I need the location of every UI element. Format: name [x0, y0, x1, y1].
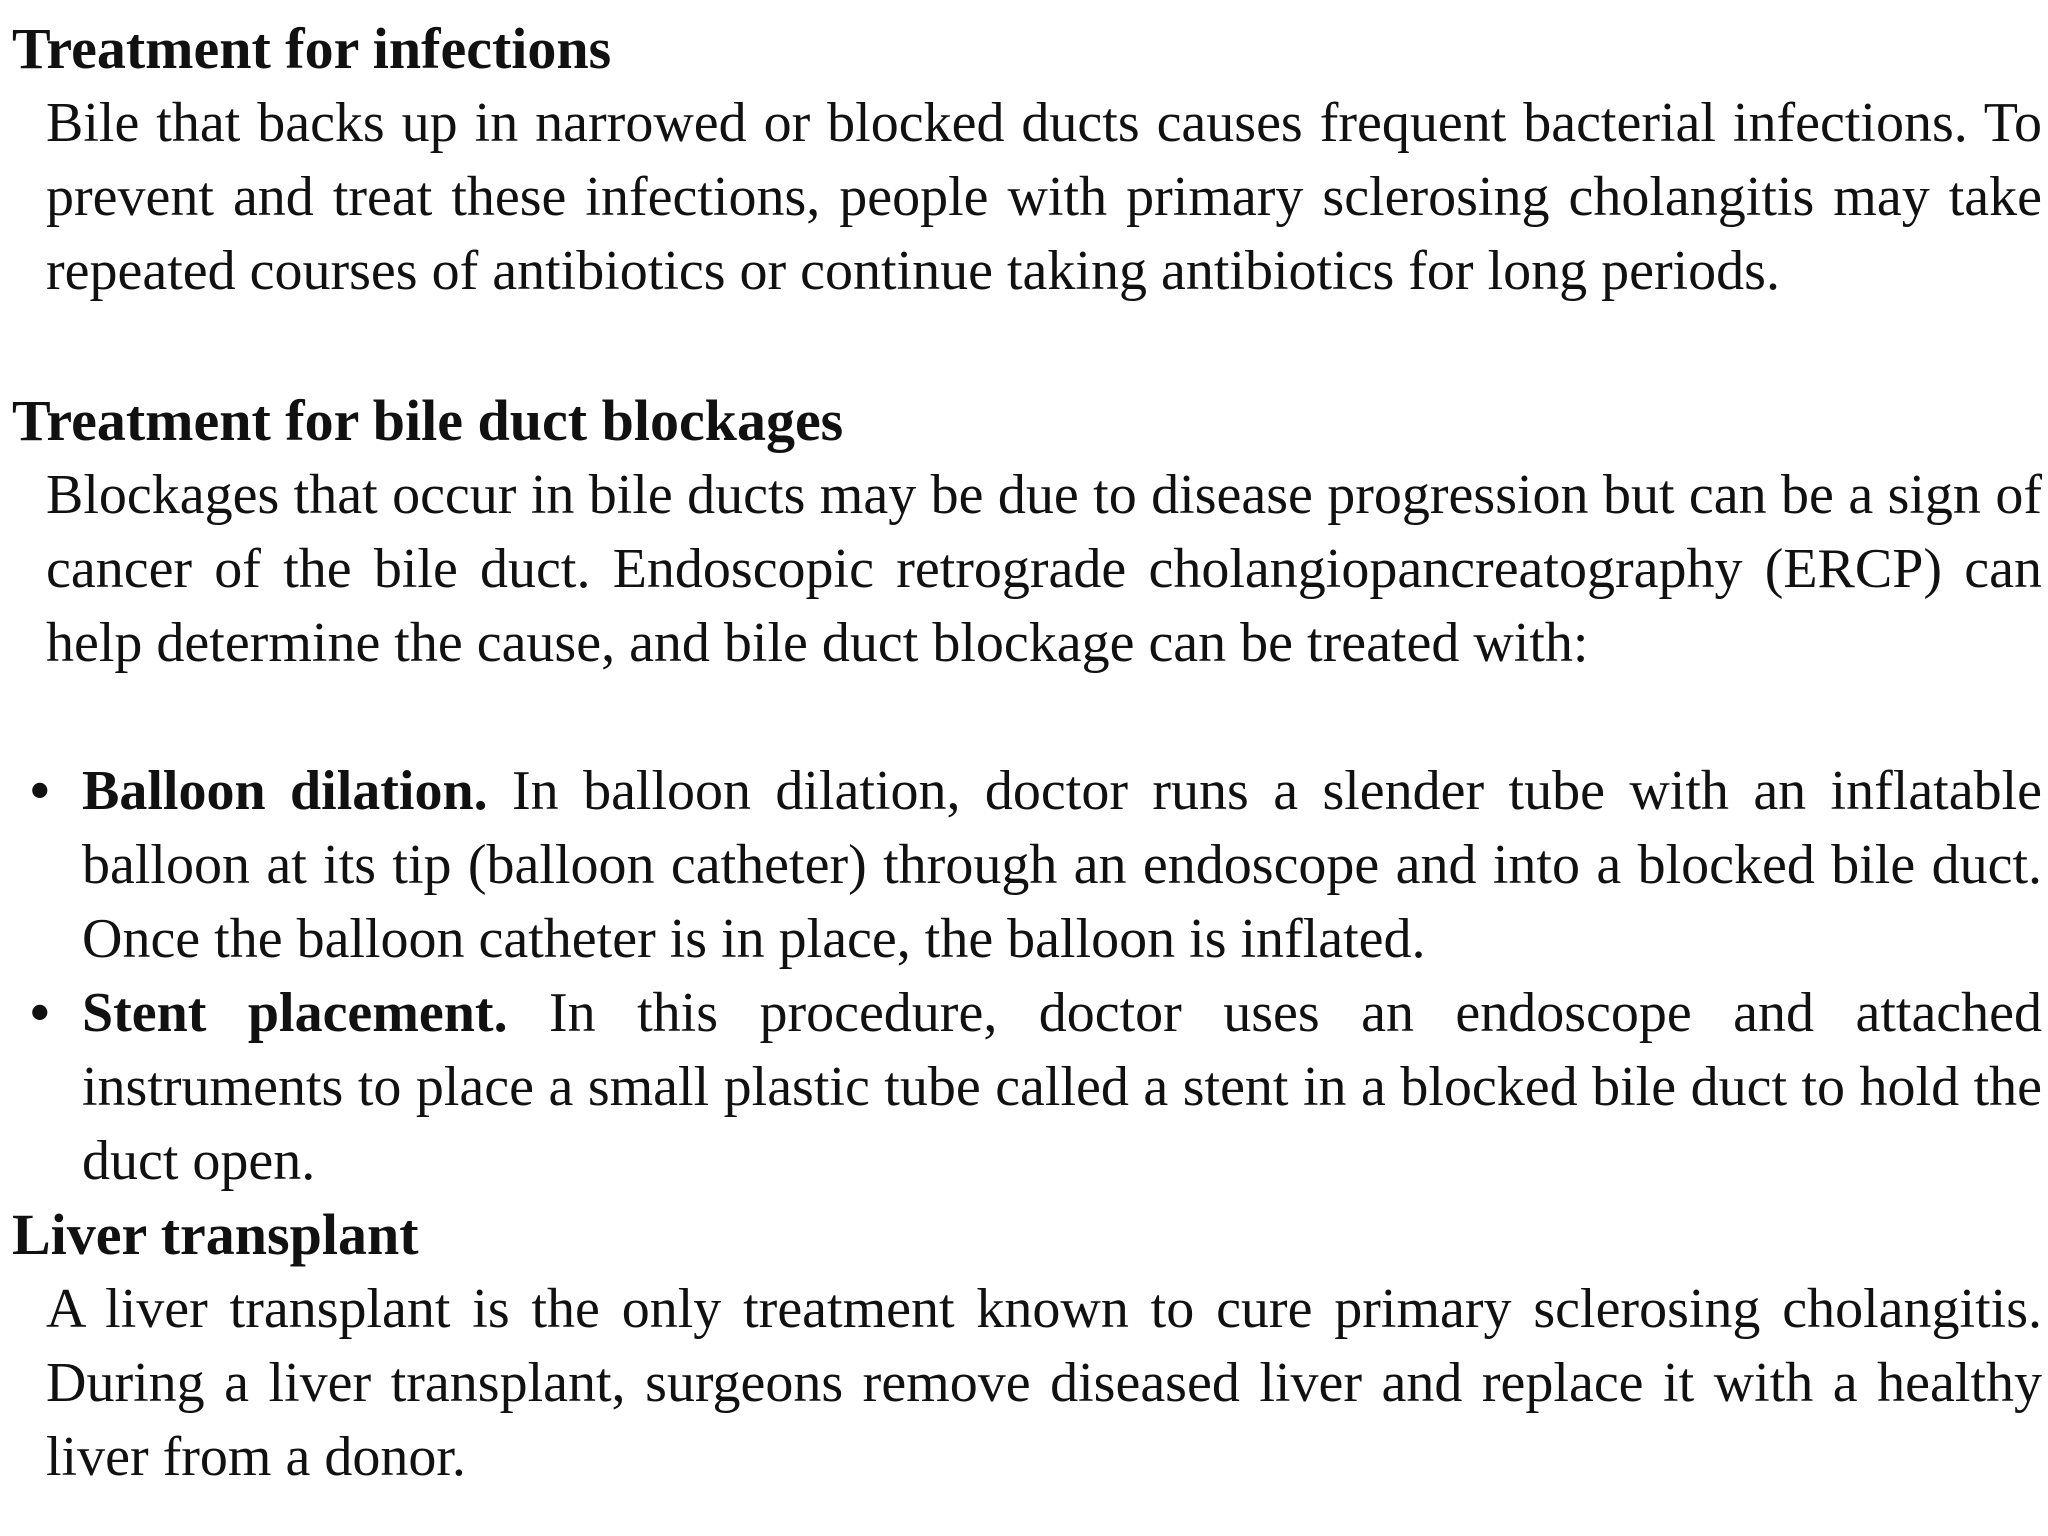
bullet-marker: • — [30, 982, 50, 1044]
section-paragraph-blockages: Blockages that occur in bile ducts may be due to disease progression but can be a sign of cancer of the bile duct. Endoscopic retrograde cholangiopancreatography (ERCP) can help determine the cause, and bile duct blockage can be treated with: — [46, 464, 2042, 674]
bullet-body — [82, 754, 2042, 976]
section-paragraph-infections: Bile that backs up in narrowed or blocked ducts causes frequent bacterial infections. To prevent and treat these infections, people with primary sclerosing cholangitis may take repeated courses of antibiotics or continue taking antibiotics for long periods. — [46, 92, 2042, 302]
bullet-body — [82, 976, 2042, 1198]
section-heading-transplant: Liver transplant — [12, 1202, 419, 1267]
bullet-lead: Stent placement. — [82, 982, 508, 1044]
bullet-lead: Balloon dilation. — [82, 760, 488, 822]
bullet-description: In balloon dilation, doctor runs a slender tube with an inflatable balloon at its tip (balloon catheter) through an endoscope and into a blocked bile duct. Once the balloon catheter is in place, the balloon is inflated. — [82, 760, 2043, 970]
section-heading-blockages: Treatment for bile duct blockages — [12, 388, 844, 453]
bullet-marker: • — [30, 760, 50, 822]
bullet-description: In this procedure, doctor uses an endoscope and attached instruments to place a small plastic tube called a stent in a blocked bile duct to hold the duct open. — [82, 982, 2043, 1192]
section-heading-infections: Treatment for infections — [12, 16, 612, 81]
section-paragraph-transplant: A liver transplant is the only treatment known to cure primary sclerosing cholangitis. During a liver transplant, surgeons remove diseased liver and replace it with a healthy liver from a donor. — [46, 1278, 2042, 1488]
